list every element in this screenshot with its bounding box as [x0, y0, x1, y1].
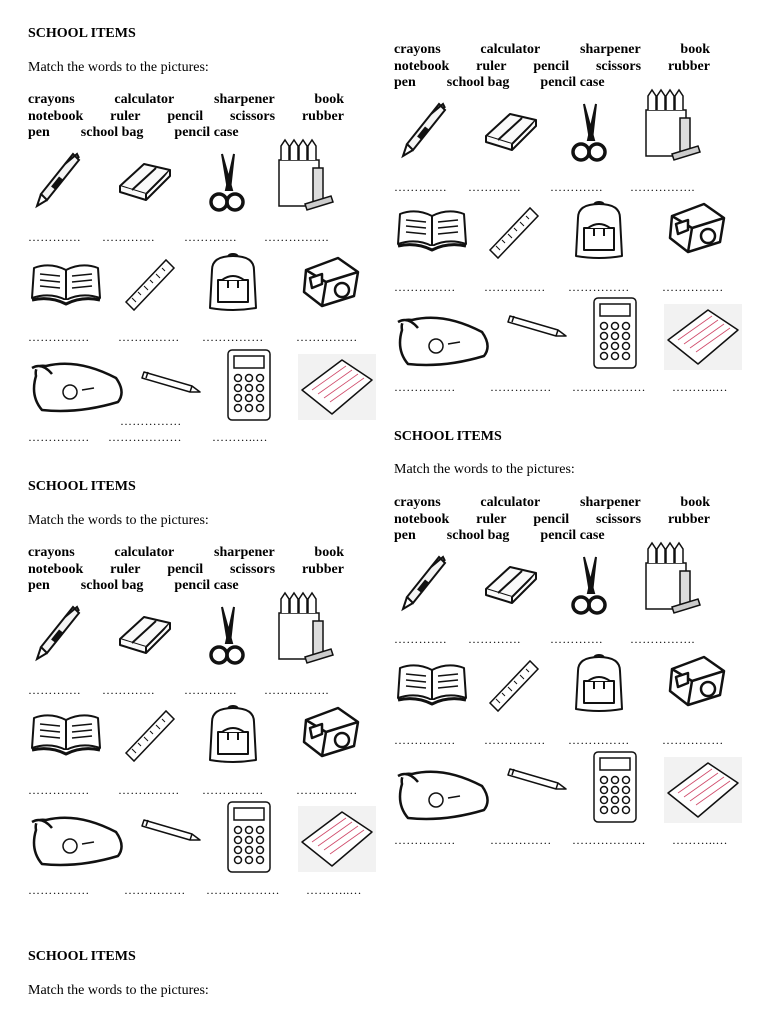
school-bag-icon — [568, 651, 630, 715]
worksheet-instruction: Match the words to the pictures: — [28, 60, 209, 75]
scissors-icon — [564, 100, 614, 164]
pencil-case-icon — [28, 806, 128, 868]
blank-line: …………. — [102, 683, 155, 697]
blank-line: …………… — [394, 280, 456, 294]
word-pencil-case: pencil case — [540, 75, 605, 90]
pencil-icon — [506, 763, 572, 791]
blank-line: …………. — [468, 180, 521, 194]
blank-line: ………..… — [672, 833, 728, 847]
worksheet-title: SCHOOL ITEMS — [28, 949, 136, 964]
word-ruler: ruler — [110, 561, 141, 577]
pencil-icon — [140, 366, 206, 394]
word-pencil-case: pencil case — [174, 578, 239, 593]
word-ruler: ruler — [476, 58, 507, 74]
word-pencil: pencil — [167, 561, 204, 577]
blank-line: ……………… — [572, 380, 646, 394]
blank-line: …………… — [28, 883, 90, 897]
word-bank — [28, 545, 344, 595]
word-pencil-case: pencil case — [174, 125, 239, 140]
pencil-case-icon — [28, 352, 128, 414]
pen-icon — [33, 603, 85, 665]
blank-line: …………… — [296, 330, 358, 344]
book-icon — [396, 206, 468, 252]
word-scissors: scissors — [229, 108, 276, 124]
word-crayons: crayons — [394, 495, 441, 510]
blank-line: …………. — [102, 230, 155, 244]
pen-icon — [399, 100, 451, 162]
word-school-bag: school bag — [446, 528, 510, 543]
pen-icon — [33, 150, 85, 212]
word-ruler: ruler — [110, 108, 141, 124]
word-notebook: notebook — [28, 561, 84, 577]
pencil-icon — [140, 814, 206, 842]
worksheet-title: SCHOOL ITEMS — [394, 429, 502, 444]
crayons-icon — [275, 138, 335, 214]
notebook-icon — [664, 304, 742, 370]
word-rubber: rubber — [301, 561, 344, 577]
scissors-icon — [202, 603, 252, 667]
word-calculator: calculator — [480, 495, 541, 510]
notebook-icon — [664, 757, 742, 823]
word-sharpener: sharpener — [580, 495, 641, 510]
blank-line: …………… — [118, 330, 180, 344]
blank-line: …………. — [468, 632, 521, 646]
word-sharpener: sharpener — [214, 92, 275, 107]
blank-line: …………. — [184, 230, 237, 244]
word-pencil-case: pencil case — [540, 528, 605, 543]
blank-line: ………..… — [672, 380, 728, 394]
calculator-icon — [226, 348, 272, 422]
blank-line: ………..… — [306, 883, 362, 897]
blank-line: …………… — [202, 330, 264, 344]
blank-line: …………… — [28, 430, 90, 444]
ruler-icon — [122, 707, 178, 763]
rubber-icon — [480, 108, 542, 152]
blank-line: ……………. — [264, 230, 329, 244]
blank-line: ……………. — [264, 683, 329, 697]
sharpener-icon — [298, 704, 364, 760]
pencil-icon — [506, 310, 572, 338]
word-rubber: rubber — [667, 58, 710, 74]
word-book: book — [680, 42, 710, 57]
word-pen: pen — [28, 125, 50, 140]
blank-line: …………. — [550, 180, 603, 194]
word-pencil: pencil — [533, 58, 570, 74]
worksheet-title: SCHOOL ITEMS — [28, 26, 136, 41]
pencil-case-icon — [394, 306, 494, 368]
school-bag-icon — [568, 198, 630, 262]
notebook-icon — [298, 354, 376, 420]
scissors-icon — [202, 150, 252, 214]
worksheet-instruction: Match the words to the pictures: — [28, 513, 209, 528]
blank-line: …………… — [120, 414, 182, 428]
word-book: book — [314, 545, 344, 560]
worksheet-instruction: Match the words to the pictures: — [28, 983, 209, 998]
word-rubber: rubber — [301, 108, 344, 124]
blank-line: …………… — [394, 733, 456, 747]
blank-line: ………..… — [212, 430, 268, 444]
book-icon — [396, 660, 468, 706]
ruler-icon — [486, 204, 542, 260]
word-bank — [28, 92, 344, 142]
rubber-icon — [480, 561, 542, 605]
blank-line: …………. — [394, 632, 447, 646]
blank-line: …………… — [202, 783, 264, 797]
blank-line: ……………. — [630, 632, 695, 646]
word-school-bag: school bag — [80, 578, 144, 593]
word-ruler: ruler — [476, 511, 507, 527]
sharpener-icon — [298, 254, 364, 310]
word-rubber: rubber — [667, 511, 710, 527]
blank-line: ……………… — [206, 883, 280, 897]
blank-line: ……………… — [108, 430, 182, 444]
ruler-icon — [122, 256, 178, 312]
book-icon — [30, 710, 102, 756]
pen-icon — [399, 553, 451, 615]
word-calculator: calculator — [480, 42, 541, 57]
crayons-icon — [642, 541, 702, 617]
blank-line: ……………… — [572, 833, 646, 847]
word-bank — [394, 495, 710, 545]
blank-line: …………… — [296, 783, 358, 797]
word-book: book — [314, 92, 344, 107]
pencil-case-icon — [394, 760, 494, 822]
word-calculator: calculator — [114, 545, 175, 560]
blank-line: …………. — [184, 683, 237, 697]
calculator-icon — [226, 800, 272, 874]
notebook-icon — [298, 806, 376, 872]
word-crayons: crayons — [28, 545, 75, 560]
blank-line: …………. — [550, 632, 603, 646]
word-pencil: pencil — [167, 108, 204, 124]
word-pen: pen — [394, 528, 416, 543]
blank-line: …………… — [394, 380, 456, 394]
blank-line: …………… — [28, 330, 90, 344]
worksheet-title: SCHOOL ITEMS — [28, 479, 136, 494]
word-school-bag: school bag — [80, 125, 144, 140]
word-pencil: pencil — [533, 511, 570, 527]
blank-line: …………… — [118, 783, 180, 797]
book-icon — [30, 260, 102, 306]
blank-line: …………… — [124, 883, 186, 897]
word-calculator: calculator — [114, 92, 175, 107]
calculator-icon — [592, 296, 638, 370]
blank-line: …………… — [662, 280, 724, 294]
word-scissors: scissors — [595, 511, 642, 527]
sharpener-icon — [664, 200, 730, 256]
ruler-icon — [486, 657, 542, 713]
word-notebook: notebook — [394, 511, 450, 527]
word-scissors: scissors — [595, 58, 642, 74]
blank-line: …………… — [28, 783, 90, 797]
word-sharpener: sharpener — [580, 42, 641, 57]
rubber-icon — [114, 158, 176, 202]
blank-line: …………. — [28, 683, 81, 697]
word-school-bag: school bag — [446, 75, 510, 90]
blank-line: …………… — [490, 380, 552, 394]
blank-line: …………… — [484, 733, 546, 747]
word-notebook: notebook — [394, 58, 450, 74]
word-pen: pen — [28, 578, 50, 593]
crayons-icon — [275, 591, 335, 667]
word-crayons: crayons — [28, 92, 75, 107]
blank-line: …………. — [394, 180, 447, 194]
blank-line: …………… — [484, 280, 546, 294]
crayons-icon — [642, 88, 702, 164]
school-bag-icon — [202, 250, 264, 314]
calculator-icon — [592, 750, 638, 824]
blank-line: …………… — [568, 280, 630, 294]
blank-line: …………… — [490, 833, 552, 847]
school-bag-icon — [202, 702, 264, 766]
blank-line: …………… — [662, 733, 724, 747]
word-book: book — [680, 495, 710, 510]
word-notebook: notebook — [28, 108, 84, 124]
sharpener-icon — [664, 653, 730, 709]
scissors-icon — [564, 553, 614, 617]
blank-line: …………… — [394, 833, 456, 847]
worksheet-instruction: Match the words to the pictures: — [394, 462, 575, 477]
blank-line: …………… — [568, 733, 630, 747]
word-bank — [394, 42, 710, 92]
word-sharpener: sharpener — [214, 545, 275, 560]
word-scissors: scissors — [229, 561, 276, 577]
word-crayons: crayons — [394, 42, 441, 57]
blank-line: ……………. — [630, 180, 695, 194]
rubber-icon — [114, 611, 176, 655]
blank-line: …………. — [28, 230, 81, 244]
word-pen: pen — [394, 75, 416, 90]
